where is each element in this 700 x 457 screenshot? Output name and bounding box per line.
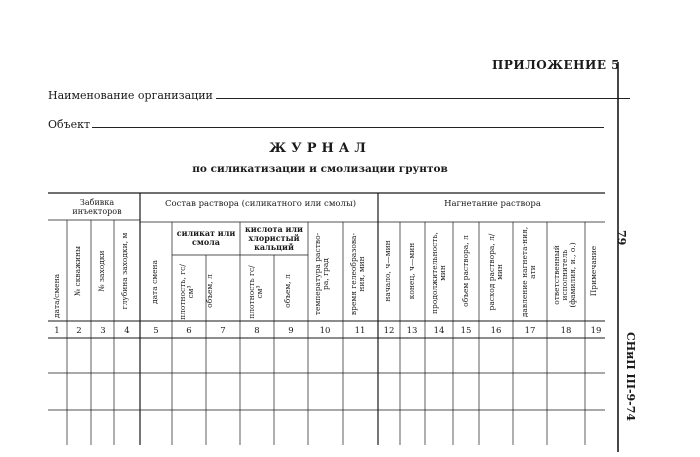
group-silicate: силикат или смола [176, 228, 236, 247]
column-header: объем, л [283, 274, 292, 308]
column-number: 9 [288, 326, 294, 336]
column-number: 6 [186, 326, 192, 336]
column-number: 10 [319, 326, 331, 336]
column-header: ответственный исполнитель (фамилия, и., о.) [552, 242, 577, 308]
column-header: начало, ч—мин [383, 240, 392, 302]
column-header: продолжительность, мин [430, 232, 447, 314]
journal-title: ЖУРНАЛ [269, 141, 371, 156]
column-number: 13 [406, 326, 418, 336]
group-composition: Состав раствора (силикатного или смолы) [164, 199, 357, 209]
column-number: 14 [433, 326, 445, 336]
column-header: конец, ч—мин [407, 242, 416, 300]
column-header: дата смена [150, 259, 159, 305]
column-number: 3 [100, 326, 106, 336]
group-injection: Нагнетание раствора [444, 199, 541, 209]
column-number: 18 [560, 326, 572, 336]
column-header: плотность, гс/см³ [178, 264, 195, 320]
column-header: объем раствора, л [461, 235, 470, 307]
column-header: Примечание [589, 245, 598, 297]
group-injectors: Забивка инъекторов [72, 198, 122, 216]
column-number: 19 [590, 326, 602, 336]
column-header: температура раство-ра, град [313, 232, 330, 316]
column-header: объем, л [205, 274, 214, 308]
column-number: 15 [460, 326, 472, 336]
column-number: 4 [124, 326, 130, 336]
page-number: 79 [615, 230, 628, 246]
column-header: давление нагнета-ния, ати [520, 226, 537, 318]
column-number: 1 [54, 326, 60, 336]
object-label: Объект [48, 118, 91, 131]
column-number: 2 [76, 326, 82, 336]
column-header: время гелеобразова-ния, мин [349, 232, 366, 316]
organization-label: Наименование организации [48, 89, 213, 102]
column-number: 12 [383, 326, 395, 336]
column-number: 8 [254, 326, 260, 336]
column-header: № заходки [97, 250, 106, 292]
column-number: 11 [354, 326, 366, 336]
group-acid: кислота или хлористый кальций [245, 224, 303, 252]
column-number: 17 [524, 326, 536, 336]
column-header: глубина заходки, м [120, 232, 129, 310]
column-number: 5 [153, 326, 159, 336]
column-number: 7 [220, 326, 226, 336]
column-header: расход раствора, л/мин [487, 233, 504, 311]
column-header: № скважины [73, 246, 82, 296]
document-code: СНиП III-9-74 [624, 332, 637, 422]
column-number: 16 [490, 326, 502, 336]
column-header: дата/смена [52, 273, 61, 319]
appendix-label: ПРИЛОЖЕНИЕ 5 [492, 58, 620, 72]
journal-subtitle: по силикатизации и смолизации грунтов [192, 163, 448, 175]
column-header: плотность гс/см³ [247, 265, 264, 319]
